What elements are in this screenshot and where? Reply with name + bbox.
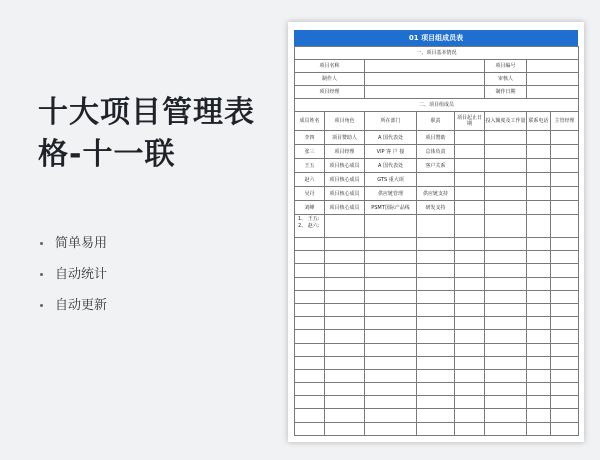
table-cell xyxy=(295,409,325,422)
table-cell xyxy=(485,264,527,277)
info-label: 制作日期 xyxy=(485,86,527,99)
table-row xyxy=(295,396,579,409)
notes-cell xyxy=(295,215,325,238)
feature-label: 自动统计 xyxy=(55,267,108,282)
column-header: 联系电话 xyxy=(527,112,551,131)
table-cell xyxy=(365,383,417,396)
column-header: 投入额度及工作量 xyxy=(485,112,527,131)
table-cell xyxy=(485,383,527,396)
table-cell xyxy=(365,303,417,316)
table-cell xyxy=(527,422,551,435)
table-row xyxy=(295,317,579,330)
info-label: 审核人 xyxy=(485,73,527,86)
table-cell xyxy=(455,356,485,369)
table-row xyxy=(295,330,579,343)
table-cell xyxy=(485,422,527,435)
table-cell xyxy=(325,303,365,316)
table-cell xyxy=(455,396,485,409)
section-row xyxy=(295,47,579,60)
column-header: 主管经理 xyxy=(551,112,579,131)
table-cell xyxy=(527,215,551,238)
column-header: 项目角色 xyxy=(325,112,365,131)
table-cell: 项目核心成员 xyxy=(325,159,365,173)
table-cell xyxy=(365,317,417,330)
table-cell xyxy=(417,356,455,369)
table-cell xyxy=(485,396,527,409)
section-title: 二、项目组成员 xyxy=(295,99,579,112)
table-cell xyxy=(365,396,417,409)
info-value xyxy=(527,60,579,73)
table-cell: 刘峰 xyxy=(295,201,325,215)
table-row xyxy=(295,422,579,435)
table-cell: 项目赞助 xyxy=(417,131,455,145)
table-cell: 李四 xyxy=(295,131,325,145)
table-cell xyxy=(295,396,325,409)
table-cell xyxy=(295,277,325,290)
table-cell xyxy=(295,369,325,382)
table-cell xyxy=(365,251,417,264)
table-cell xyxy=(365,343,417,356)
table-row xyxy=(295,343,579,356)
table-cell xyxy=(295,264,325,277)
table-cell xyxy=(325,264,365,277)
table-cell: 吴丹 xyxy=(295,187,325,201)
table-cell xyxy=(527,303,551,316)
table-cell xyxy=(527,383,551,396)
table-cell xyxy=(325,317,365,330)
table-cell xyxy=(551,238,579,251)
note-line: 2、 赵六: xyxy=(298,223,320,229)
table-cell: PSMT国际产品线 xyxy=(365,201,417,215)
table-cell xyxy=(417,343,455,356)
table-cell xyxy=(417,396,455,409)
column-header: 职责 xyxy=(417,112,455,131)
table-cell xyxy=(325,409,365,422)
table-row xyxy=(295,238,579,251)
table-cell xyxy=(365,330,417,343)
table-row xyxy=(295,356,579,369)
table-cell xyxy=(527,131,551,145)
table-cell xyxy=(295,290,325,303)
table-cell: 项目核心成员 xyxy=(325,187,365,201)
table-cell xyxy=(295,383,325,396)
table-cell xyxy=(455,409,485,422)
table-cell xyxy=(527,356,551,369)
table-cell xyxy=(417,251,455,264)
info-label: 制作人 xyxy=(295,73,365,86)
table-cell xyxy=(417,290,455,303)
table-cell xyxy=(455,290,485,303)
table-cell xyxy=(365,290,417,303)
table-cell xyxy=(295,251,325,264)
table-row xyxy=(295,303,579,316)
notes-row xyxy=(295,215,579,238)
table-row xyxy=(295,187,579,201)
table-cell xyxy=(551,290,579,303)
table-cell xyxy=(295,422,325,435)
table-cell xyxy=(455,251,485,264)
table-cell xyxy=(485,317,527,330)
table-cell xyxy=(485,409,527,422)
feature-item xyxy=(40,228,107,259)
table-cell xyxy=(551,409,579,422)
table-cell xyxy=(417,369,455,382)
table-cell xyxy=(455,131,485,145)
table-cell xyxy=(417,330,455,343)
info-label: 项目编号 xyxy=(485,60,527,73)
table-cell xyxy=(325,422,365,435)
sheet-title: 01 项目组成员表 xyxy=(294,30,578,46)
table-cell xyxy=(365,215,417,238)
column-header: 成员姓名 xyxy=(295,112,325,131)
table-cell xyxy=(527,277,551,290)
table-cell xyxy=(485,369,527,382)
table-cell xyxy=(455,330,485,343)
table-cell xyxy=(551,201,579,215)
table-cell xyxy=(485,201,527,215)
info-label: 项目经理 xyxy=(295,86,365,99)
table-cell xyxy=(455,343,485,356)
feature-label: 自动更新 xyxy=(55,298,108,313)
table-row xyxy=(295,290,579,303)
table-cell xyxy=(485,215,527,238)
table-cell xyxy=(295,356,325,369)
table-cell xyxy=(527,201,551,215)
table-cell xyxy=(455,238,485,251)
page-title: 十大项目管理表格-十一联 xyxy=(38,95,255,172)
table-cell: 项目核心成员 xyxy=(325,201,365,215)
table-cell xyxy=(455,201,485,215)
table-cell xyxy=(485,131,527,145)
table-cell xyxy=(365,264,417,277)
table-cell xyxy=(455,303,485,316)
table-cell: 赵六 xyxy=(295,173,325,187)
table-cell xyxy=(295,238,325,251)
table-cell: 供应链支持 xyxy=(417,187,455,201)
table-cell xyxy=(455,317,485,330)
table-cell xyxy=(365,238,417,251)
table-cell xyxy=(365,409,417,422)
table-cell xyxy=(325,396,365,409)
table-cell xyxy=(417,173,455,187)
table-cell xyxy=(551,383,579,396)
bullet-icon xyxy=(40,304,43,307)
table-cell xyxy=(485,343,527,356)
table-cell xyxy=(417,215,455,238)
table-cell xyxy=(485,159,527,173)
feature-label: 简单易用 xyxy=(55,236,108,251)
table-cell: 张三 xyxy=(295,145,325,159)
table-cell xyxy=(527,330,551,343)
table-cell xyxy=(485,290,527,303)
table-cell xyxy=(551,303,579,316)
table-cell xyxy=(527,159,551,173)
table-row xyxy=(295,277,579,290)
bullet-icon xyxy=(40,273,43,276)
table-cell: 王五 xyxy=(295,159,325,173)
table-cell xyxy=(417,422,455,435)
table-cell: 客户关系 xyxy=(417,159,455,173)
table-cell xyxy=(551,330,579,343)
table-cell xyxy=(551,159,579,173)
table-cell xyxy=(365,369,417,382)
table-cell xyxy=(551,369,579,382)
info-value xyxy=(365,60,485,73)
table-cell xyxy=(485,251,527,264)
table-cell xyxy=(455,422,485,435)
table-cell xyxy=(455,277,485,290)
table-cell xyxy=(527,187,551,201)
feature-item xyxy=(40,259,107,290)
table-cell xyxy=(551,356,579,369)
table-row xyxy=(295,159,579,173)
table-cell xyxy=(485,187,527,201)
table-cell xyxy=(365,422,417,435)
table-cell xyxy=(455,173,485,187)
table-cell xyxy=(325,356,365,369)
table-cell xyxy=(485,145,527,159)
table-cell xyxy=(485,277,527,290)
table-cell xyxy=(527,238,551,251)
table-row xyxy=(295,251,579,264)
table-cell xyxy=(551,317,579,330)
table-cell xyxy=(417,238,455,251)
table-row xyxy=(295,173,579,187)
table-cell xyxy=(325,238,365,251)
table-cell xyxy=(455,215,485,238)
info-row xyxy=(295,86,579,99)
table-cell xyxy=(527,343,551,356)
table-cell xyxy=(527,251,551,264)
section-row xyxy=(295,99,579,112)
table-cell xyxy=(527,317,551,330)
table-cell xyxy=(485,173,527,187)
table-cell xyxy=(417,264,455,277)
table-cell: GTS 重大项 xyxy=(365,173,417,187)
table-cell xyxy=(295,330,325,343)
table-cell xyxy=(485,330,527,343)
table-cell xyxy=(551,277,579,290)
table-cell xyxy=(551,187,579,201)
table-cell xyxy=(417,409,455,422)
sheet-grid xyxy=(294,46,578,436)
table-cell: A 国代表处 xyxy=(365,159,417,173)
section-title: 一、项目基本情况 xyxy=(295,47,579,60)
table-cell: A 国代表处 xyxy=(365,131,417,145)
table-cell xyxy=(551,396,579,409)
table-cell xyxy=(325,330,365,343)
table-cell xyxy=(417,383,455,396)
table-cell xyxy=(455,383,485,396)
info-value xyxy=(365,86,485,99)
table-cell xyxy=(551,215,579,238)
table-cell xyxy=(527,409,551,422)
table-cell: VIP 客 户 接 xyxy=(365,145,417,159)
table-cell xyxy=(365,356,417,369)
member-table xyxy=(294,46,579,436)
table-cell xyxy=(365,277,417,290)
table-cell xyxy=(551,131,579,145)
column-header: 项目起止日期 xyxy=(455,112,485,131)
table-cell xyxy=(325,251,365,264)
table-cell xyxy=(325,290,365,303)
table-row xyxy=(295,383,579,396)
table-cell xyxy=(551,422,579,435)
table-cell xyxy=(325,383,365,396)
table-cell xyxy=(485,238,527,251)
table-cell xyxy=(527,173,551,187)
table-cell xyxy=(551,173,579,187)
column-header: 所在部门 xyxy=(365,112,417,131)
table-cell xyxy=(527,369,551,382)
table-cell xyxy=(455,369,485,382)
table-row xyxy=(295,201,579,215)
table-cell xyxy=(527,145,551,159)
table-cell xyxy=(455,187,485,201)
spreadsheet-preview xyxy=(288,22,584,442)
table-cell xyxy=(551,145,579,159)
table-cell xyxy=(455,145,485,159)
table-cell xyxy=(551,251,579,264)
table-cell xyxy=(325,343,365,356)
table-cell xyxy=(325,277,365,290)
table-row xyxy=(295,409,579,422)
feature-list xyxy=(40,228,107,321)
info-value xyxy=(365,73,485,86)
table-cell: 研发支持 xyxy=(417,201,455,215)
info-row xyxy=(295,73,579,86)
table-cell xyxy=(325,215,365,238)
table-cell xyxy=(455,159,485,173)
note-line: 1、 王五: xyxy=(298,216,320,222)
feature-item xyxy=(40,290,107,321)
table-cell xyxy=(455,264,485,277)
table-cell xyxy=(417,277,455,290)
table-cell xyxy=(295,343,325,356)
table-cell: 项目经理 xyxy=(325,145,365,159)
info-value xyxy=(527,86,579,99)
info-label: 项目名称 xyxy=(295,60,365,73)
table-cell: 供应链管理 xyxy=(365,187,417,201)
table-cell xyxy=(417,317,455,330)
table-cell xyxy=(485,303,527,316)
table-cell: 项目核心成员 xyxy=(325,173,365,187)
table-cell xyxy=(417,303,455,316)
table-row xyxy=(295,145,579,159)
table-cell xyxy=(551,264,579,277)
info-row xyxy=(295,60,579,73)
table-row xyxy=(295,369,579,382)
table-cell xyxy=(295,303,325,316)
table-cell xyxy=(295,317,325,330)
table-row xyxy=(295,264,579,277)
bullet-icon xyxy=(40,242,43,245)
table-cell xyxy=(527,264,551,277)
table-cell: 总体负责 xyxy=(417,145,455,159)
info-value xyxy=(527,73,579,86)
table-cell xyxy=(527,396,551,409)
table-row xyxy=(295,131,579,145)
table-cell xyxy=(551,343,579,356)
table-cell: 项目赞助人 xyxy=(325,131,365,145)
table-cell xyxy=(527,290,551,303)
table-cell xyxy=(485,356,527,369)
table-cell xyxy=(325,369,365,382)
table-header-row xyxy=(295,112,579,131)
